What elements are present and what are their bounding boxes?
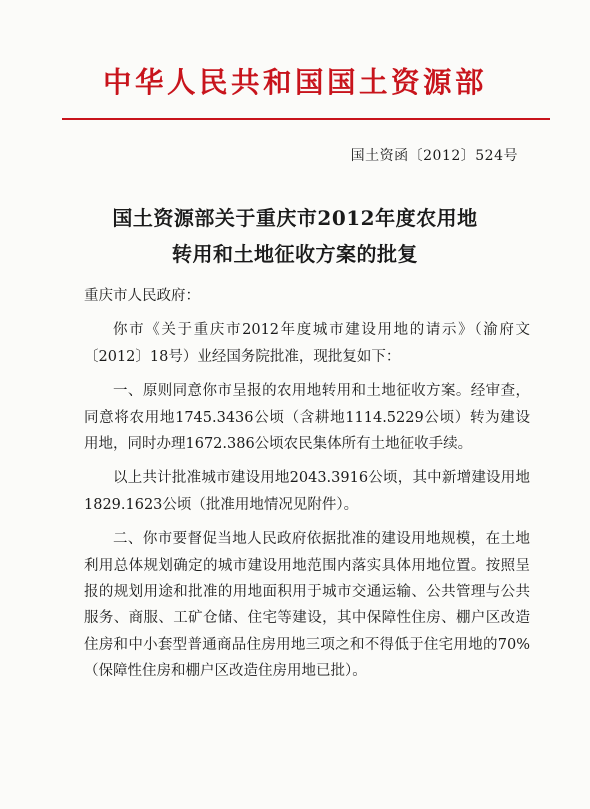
title-line-1: 国土资源部关于重庆市2012年度农用地 (112, 206, 478, 230)
paragraph-total: 以上共计批准城市建设用地2043.3916公顷，其中新增建设用地1829.1623公顷（批准用地情况见附件）。 (84, 470, 530, 513)
document-body (84, 283, 530, 685)
document-number: 国土资函〔2012〕524号 (350, 148, 518, 164)
paragraph-item-1: 一、原则同意你市呈报的农用地转用和土地征收方案。经审查，同意将农用地1745.3436公顷（含耕地1114.5229公顷）转为建设用地，同时办理1672.386公顷农民集体所有土地征收手续。 (84, 383, 530, 453)
title-line-2: 转用和土地征收方案的批复 (172, 242, 418, 266)
paragraph-item-2: 二、你市要督促当地人民政府依据批准的建设用地规模，在土地利用总体规划确定的城市建设用地范围内落实具体用地位置。按照呈报的规划用途和批准的用地面积用于城市交通运输、公共管理与公共服务、商服、工矿仓储、住宅等建设，其中保障性住房、棚户区改造住房和中小套型普通商品住房用地三项之和不得低于住宅用地的70%（保障性住房和棚户区改造住房用地已批）。 (84, 531, 530, 680)
letterhead-red-rule (62, 118, 550, 120)
salutation: 重庆市人民政府： (84, 288, 200, 304)
paragraph-intro: 你市《关于重庆市2012年度城市建设用地的请示》（渝府文〔2012〕18号）业经国务院批准，现批复如下： (84, 322, 530, 365)
document-title (0, 200, 590, 272)
letterhead-title: 中华人民共和国国土资源部 (102, 65, 487, 99)
